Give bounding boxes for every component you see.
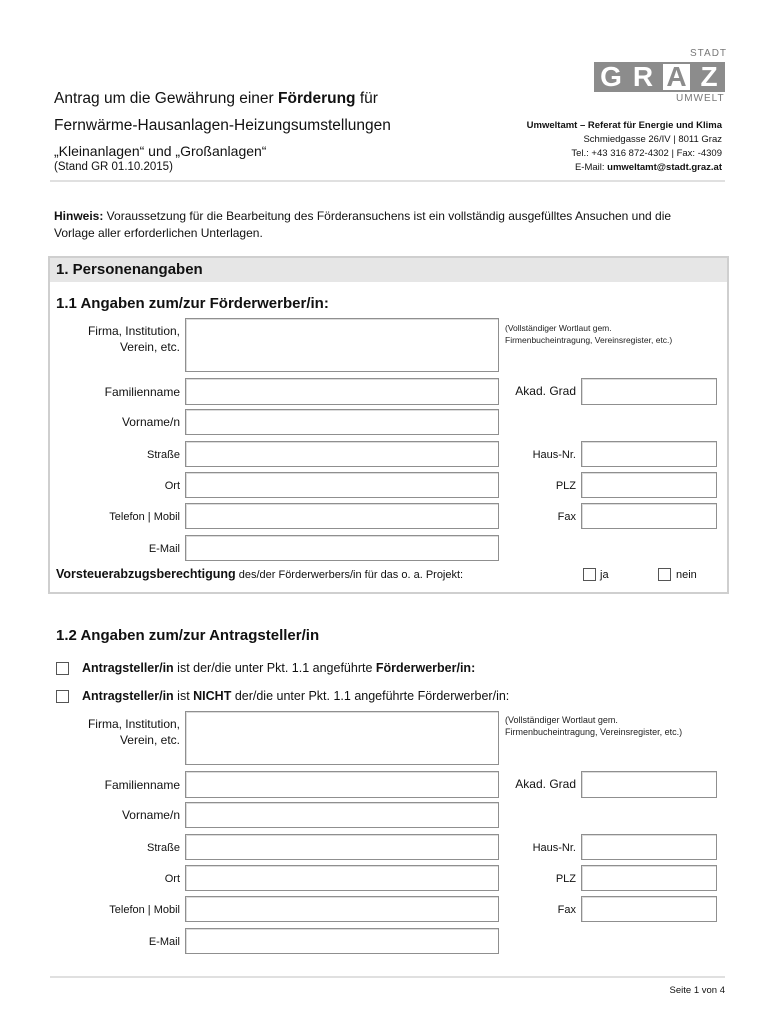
page-subtitle: „Kleinanlagen“ und „Großanlagen“ <box>54 143 267 159</box>
akad-grad-label: Akad. Grad <box>515 384 576 398</box>
ort-label: Ort <box>164 480 180 492</box>
telefon2-input[interactable] <box>185 896 499 922</box>
antragsteller-different-label: Antragsteller/in ist NICHT der/die unter Pkt. 1.1 angeführte Förderwerber/in: <box>82 689 510 703</box>
firma-note: (Vollständiger Wortlaut gem. Firmenbucheintragung, Vereinsregister, etc.) <box>505 323 673 345</box>
section-1-2-title: 1.2 Angaben zum/zur Antragsteller/in <box>56 627 320 644</box>
antragsteller-same-label: Antragsteller/in ist der/die unter Pkt. 1.1 angeführte Förderwerber/in: <box>82 661 476 675</box>
contact-dept: Umweltamt – Referat für Energie und Klima <box>526 120 722 131</box>
hint-text: Hinweis: Voraussetzung für die Bearbeitung des Förderansuchens ist ein vollständig ausgefülltes Ansuchen und die Vorlage aller erforderlichen Unterlagen. <box>54 209 672 240</box>
logo-letter: G <box>600 61 622 92</box>
stand-date: (Stand GR 01.10.2015) <box>54 161 173 173</box>
firma2-label: Firma, Institution, Verein, etc. <box>87 717 180 747</box>
akad-grad2-label: Akad. Grad <box>515 777 576 791</box>
akad-grad-input[interactable] <box>581 378 717 405</box>
haus-nr-label: Haus-Nr. <box>532 449 576 461</box>
contact-address: Schmiedgasse 26/IV | 8011 Graz <box>583 134 722 145</box>
vorsteuer-nein-checkbox[interactable] <box>658 568 671 581</box>
fax-label: Fax <box>557 511 576 523</box>
fax-input[interactable] <box>581 503 717 529</box>
familienname-label: Familienname <box>104 385 180 399</box>
antragsteller-same-checkbox[interactable] <box>56 662 69 675</box>
logo-letter: R <box>632 61 654 92</box>
contact-email: umweltamt@stadt.graz.at <box>607 162 722 173</box>
email2-label: E-Mail <box>148 936 180 948</box>
fax2-label: Fax <box>557 904 576 916</box>
page-title: Antrag um die Gewährung einer Förderung für <box>54 90 378 107</box>
plz2-label: PLZ <box>555 873 576 885</box>
vorname-label: Vorname/n <box>121 415 180 429</box>
familienname2-label: Familienname <box>104 778 180 792</box>
vorsteuer-ja-label: ja <box>600 569 609 581</box>
strasse-label: Straße <box>146 449 180 461</box>
vorname2-input[interactable] <box>185 802 499 828</box>
haus-nr2-input[interactable] <box>581 834 717 860</box>
antragsteller-different-checkbox[interactable] <box>56 690 69 703</box>
logo-stadt: STADT <box>690 48 728 59</box>
contact-phone: Tel.: +43 316 872-4302 | Fax: -4309 <box>571 148 722 159</box>
vorsteuer-text: Vorsteuerabzugsberechtigung des/der Förderwerbers/in für das o. a. Projekt: <box>56 567 464 581</box>
firma-input[interactable] <box>185 318 499 372</box>
logo-letter: A <box>666 61 687 92</box>
strasse2-input[interactable] <box>185 834 499 860</box>
fax2-input[interactable] <box>581 896 717 922</box>
header-divider <box>50 180 725 182</box>
firma2-note: (Vollständiger Wortlaut gem. Firmenbucheintragung, Vereinsregister, etc.) <box>505 715 683 737</box>
contact-block: Umweltamt – Referat für Energie und Klima Schmiedgasse 26/IV | 8011 Graz Tel.: +43 316 872-4302 | Fax: -4309 E-Mail: umweltamt@stadt.graz.at <box>526 120 722 173</box>
plz-label: PLZ <box>555 480 576 492</box>
plz-input[interactable] <box>581 472 717 498</box>
section-1-title: 1. Personenangaben <box>56 261 203 278</box>
vorname-input[interactable] <box>185 409 499 435</box>
vorname2-label: Vorname/n <box>121 808 180 822</box>
telefon-input[interactable] <box>185 503 499 529</box>
firma2-input[interactable] <box>185 711 499 765</box>
ort2-label: Ort <box>164 873 180 885</box>
email-label: E-Mail <box>148 543 180 555</box>
page-title-line2: Fernwärme-Hausanlagen-Heizungsumstellungen <box>54 117 391 134</box>
telefon2-label: Telefon | Mobil <box>109 904 180 916</box>
email-input[interactable] <box>185 535 499 561</box>
strasse-input[interactable] <box>185 441 499 467</box>
familienname-input[interactable] <box>185 378 499 405</box>
page-number: Seite 1 von 4 <box>669 985 725 996</box>
plz2-input[interactable] <box>581 865 717 891</box>
ort-input[interactable] <box>185 472 499 498</box>
strasse2-label: Straße <box>146 842 180 854</box>
logo-letter: Z <box>700 61 718 92</box>
akad-grad2-input[interactable] <box>581 771 717 798</box>
ort2-input[interactable] <box>185 865 499 891</box>
section-1-1-title: 1.1 Angaben zum/zur Förderwerber/in: <box>56 295 329 312</box>
telefon-label: Telefon | Mobil <box>109 511 180 523</box>
vorsteuer-ja-checkbox[interactable] <box>583 568 596 581</box>
firma-label: Firma, Institution, Verein, etc. <box>87 324 180 354</box>
logo-umwelt: UMWELT <box>676 93 725 104</box>
email2-input[interactable] <box>185 928 499 954</box>
vorsteuer-nein-label: nein <box>676 569 697 581</box>
footer-divider <box>50 976 725 978</box>
familienname2-input[interactable] <box>185 771 499 798</box>
haus-nr2-label: Haus-Nr. <box>532 842 576 854</box>
haus-nr-input[interactable] <box>581 441 717 467</box>
